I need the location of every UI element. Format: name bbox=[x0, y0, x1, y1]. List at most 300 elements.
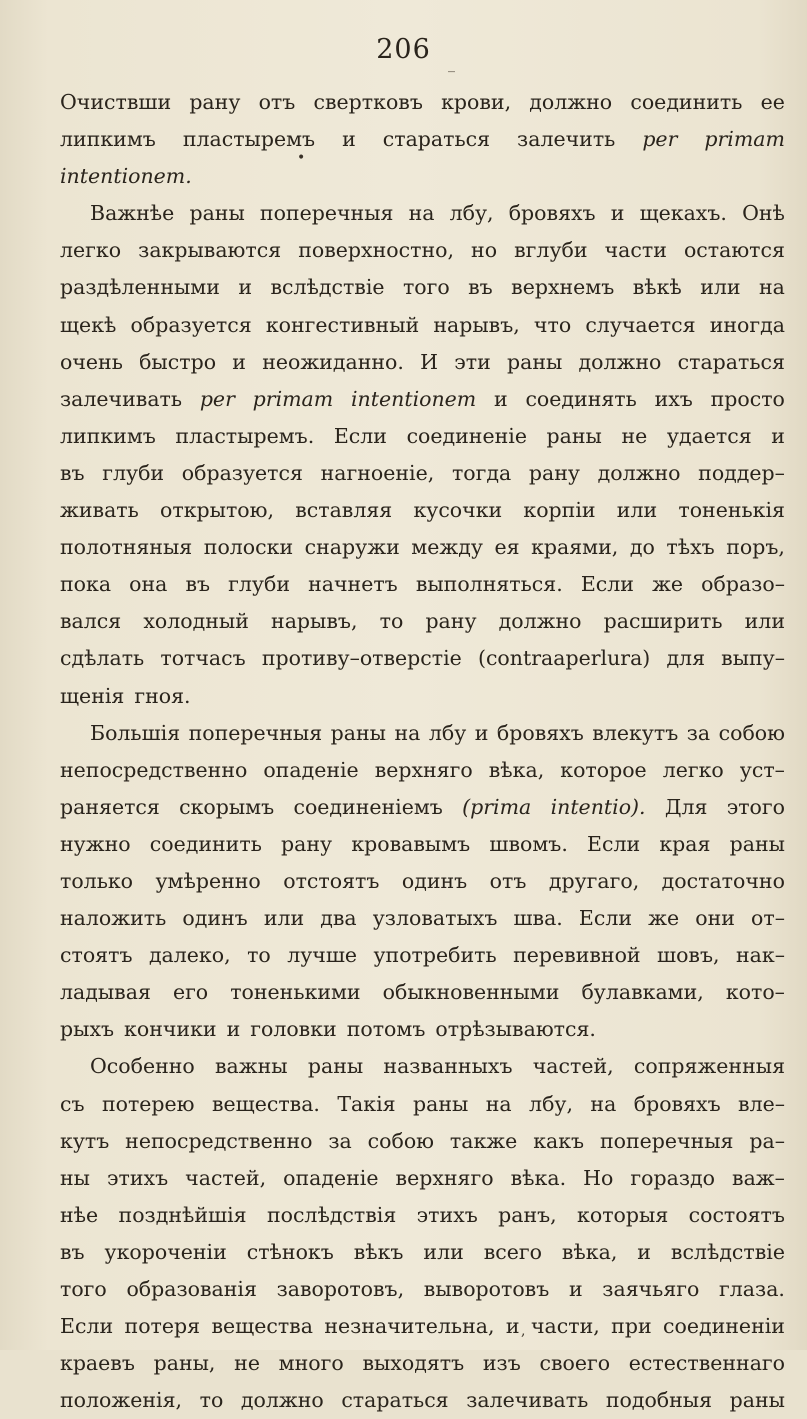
word: наложить bbox=[60, 906, 167, 931]
word: позднѣйшія bbox=[118, 1202, 247, 1227]
word: она bbox=[129, 572, 168, 597]
word: ея bbox=[494, 535, 520, 560]
word: и bbox=[494, 386, 508, 411]
word: одинъ bbox=[182, 906, 248, 931]
word: раны bbox=[729, 831, 785, 856]
word: и bbox=[474, 720, 489, 745]
word: залечивать bbox=[60, 386, 183, 411]
page-number: 206 bbox=[376, 34, 431, 65]
word: на bbox=[408, 201, 435, 226]
word: изъ bbox=[482, 1351, 521, 1376]
text-line bbox=[60, 789, 785, 826]
word: то bbox=[379, 609, 404, 634]
word: шовъ, bbox=[657, 943, 720, 968]
word: соединеніи bbox=[663, 1314, 785, 1339]
word: выходятъ bbox=[362, 1351, 465, 1376]
word: непосредственно bbox=[125, 1128, 313, 1153]
word: на bbox=[394, 720, 421, 745]
word: нужно bbox=[60, 831, 131, 856]
word: тотчасъ bbox=[160, 646, 246, 671]
text-line bbox=[60, 307, 785, 344]
word: заворотовъ, bbox=[276, 1277, 405, 1301]
word: которое bbox=[560, 757, 647, 782]
word: ее bbox=[760, 90, 785, 114]
word: перевивной bbox=[513, 943, 641, 968]
word: нарывъ, bbox=[433, 312, 520, 337]
word: ны bbox=[60, 1165, 90, 1190]
word: и bbox=[342, 127, 356, 152]
word: соединить bbox=[149, 831, 262, 856]
text-line bbox=[60, 1197, 785, 1234]
word: удается bbox=[666, 423, 752, 448]
word: также bbox=[449, 1128, 518, 1153]
word: вѣка. bbox=[510, 1165, 567, 1190]
word: должно bbox=[578, 349, 662, 374]
word: этихъ bbox=[416, 1202, 478, 1227]
text-line bbox=[60, 1123, 785, 1160]
word: заячьяго bbox=[602, 1277, 700, 1301]
word: иногда bbox=[709, 312, 785, 337]
word: пластыремъ. bbox=[175, 423, 315, 448]
word: части bbox=[604, 238, 667, 263]
word: далеко, bbox=[148, 943, 231, 968]
word: intentio). bbox=[550, 794, 646, 819]
word: скорымъ bbox=[179, 794, 275, 819]
word: образуется bbox=[181, 460, 303, 485]
word: съ bbox=[60, 1091, 85, 1116]
word: тоненькими bbox=[230, 980, 361, 1005]
word: рану bbox=[189, 90, 241, 114]
word: должно bbox=[498, 609, 582, 634]
word: ихъ bbox=[654, 386, 693, 411]
word: должно bbox=[597, 460, 681, 485]
word: кровавымъ bbox=[351, 831, 471, 856]
word: отъ bbox=[489, 868, 527, 893]
word: тогда bbox=[451, 460, 512, 485]
text-line bbox=[60, 1308, 785, 1345]
word: вѣкѣ bbox=[632, 275, 682, 300]
word: И bbox=[420, 349, 439, 374]
word: закрываются bbox=[138, 238, 282, 263]
text-line bbox=[60, 1234, 785, 1271]
word: раны bbox=[330, 720, 386, 745]
word: липкимъ bbox=[60, 423, 156, 448]
word: вещества bbox=[211, 1314, 313, 1339]
word: Важнѣе bbox=[90, 201, 175, 226]
word: незначительна, bbox=[324, 1314, 495, 1339]
word: Если bbox=[60, 1314, 114, 1339]
word: открытою, bbox=[160, 498, 274, 523]
word: щекахъ. bbox=[639, 201, 727, 226]
word: образо– bbox=[701, 572, 785, 597]
word: для bbox=[666, 646, 706, 671]
word: и bbox=[226, 1017, 241, 1042]
word: же bbox=[648, 906, 680, 931]
printing-mark: • bbox=[297, 150, 306, 166]
word: достаточно bbox=[661, 868, 785, 893]
word: случается bbox=[585, 312, 696, 337]
word: какъ bbox=[533, 1128, 585, 1153]
word: въ bbox=[60, 460, 85, 485]
text-line bbox=[60, 195, 785, 232]
word: стараться bbox=[677, 349, 785, 374]
word: intentionem. bbox=[60, 164, 192, 189]
word: поддер– bbox=[698, 460, 785, 485]
text-line bbox=[60, 1345, 785, 1382]
word: снаружи bbox=[304, 535, 400, 560]
word: primam bbox=[704, 127, 785, 152]
text-line bbox=[60, 974, 785, 1011]
word: отрѣзываются. bbox=[435, 1017, 596, 1042]
word: кусочки bbox=[413, 498, 503, 523]
word: очень bbox=[60, 349, 123, 374]
word: per bbox=[642, 127, 678, 152]
word: per bbox=[199, 386, 235, 411]
word: (contraaperlura) bbox=[477, 646, 651, 671]
text-line bbox=[60, 1086, 785, 1123]
word: раны bbox=[729, 1388, 785, 1413]
word: холодный bbox=[143, 609, 249, 634]
word: въ bbox=[468, 275, 493, 300]
word: кончики bbox=[124, 1017, 217, 1042]
word: соединеніемъ bbox=[293, 794, 443, 819]
word: тѣхъ bbox=[666, 535, 715, 560]
word: частей, bbox=[532, 1054, 614, 1079]
word: primam bbox=[252, 386, 334, 411]
word: непосредственно bbox=[60, 757, 248, 782]
word: на bbox=[759, 275, 785, 300]
word: поперечныя bbox=[599, 1128, 734, 1153]
word: лучше bbox=[287, 943, 358, 968]
word: важ– bbox=[732, 1165, 785, 1190]
word: на bbox=[590, 1091, 617, 1116]
word: крови, bbox=[441, 90, 512, 114]
word: отстоятъ bbox=[283, 868, 380, 893]
word: Если bbox=[578, 906, 633, 931]
word: вставляя bbox=[295, 498, 393, 523]
word: пока bbox=[60, 572, 112, 597]
word: раны bbox=[546, 423, 602, 448]
word: просто bbox=[710, 386, 785, 411]
word: глуби bbox=[228, 572, 290, 597]
word: поръ, bbox=[726, 535, 785, 560]
word: ра– bbox=[749, 1128, 785, 1153]
word: раны bbox=[506, 349, 563, 374]
word: и bbox=[568, 1277, 583, 1301]
word: частей, bbox=[185, 1165, 267, 1190]
printing-mark: , bbox=[521, 1323, 526, 1339]
word: гноя. bbox=[134, 683, 191, 708]
word: влекутъ bbox=[592, 720, 679, 745]
word: (prima bbox=[462, 794, 532, 819]
text-line bbox=[60, 158, 785, 195]
word: Если bbox=[587, 831, 641, 856]
word: нѣе bbox=[60, 1202, 99, 1227]
word: противу–отверстіе bbox=[261, 646, 462, 671]
word: расширить bbox=[603, 609, 723, 634]
word: образованія bbox=[126, 1277, 257, 1301]
word: много bbox=[278, 1351, 344, 1376]
word: собою bbox=[718, 720, 785, 745]
word: щенія bbox=[60, 683, 125, 708]
word: тоненькія bbox=[678, 498, 785, 523]
word: легко bbox=[662, 757, 724, 782]
word: того bbox=[60, 1277, 107, 1301]
word: только bbox=[60, 868, 134, 893]
text-line bbox=[60, 937, 785, 974]
text-line bbox=[60, 381, 785, 418]
word: подобныя bbox=[605, 1388, 713, 1413]
word: выворотовъ bbox=[423, 1277, 550, 1301]
word: при bbox=[611, 1314, 652, 1339]
word: стараться bbox=[382, 127, 491, 152]
word: опаденіе bbox=[283, 1165, 379, 1190]
text-line bbox=[60, 678, 785, 715]
word: гораздо bbox=[630, 1165, 715, 1190]
word: соединеніе bbox=[406, 423, 527, 448]
word: или bbox=[423, 1239, 464, 1264]
word: потеря bbox=[124, 1314, 201, 1339]
word: и bbox=[637, 1239, 651, 1264]
word: лбу, bbox=[529, 1091, 573, 1116]
word: между bbox=[411, 535, 483, 560]
word: верхняго bbox=[374, 757, 473, 782]
word: или bbox=[263, 906, 305, 931]
word: соединить bbox=[630, 90, 743, 114]
word: вле– bbox=[738, 1091, 785, 1116]
word: всего bbox=[483, 1239, 542, 1264]
text-line bbox=[60, 1160, 785, 1197]
word: отъ bbox=[258, 90, 296, 114]
word: этихъ bbox=[107, 1165, 169, 1190]
word: образуется bbox=[130, 312, 252, 337]
word: эти bbox=[454, 349, 491, 374]
word: раняется bbox=[60, 794, 160, 819]
word: полотняныя bbox=[60, 535, 193, 560]
word: Если bbox=[580, 572, 634, 597]
word: же bbox=[652, 572, 684, 597]
word: поперечныя bbox=[188, 720, 323, 745]
word: и bbox=[238, 275, 253, 300]
word: и bbox=[505, 1314, 520, 1339]
text-line bbox=[60, 344, 785, 381]
word: узловатыхъ bbox=[372, 906, 498, 931]
word: вѣка, bbox=[488, 757, 545, 782]
word: должно bbox=[240, 1388, 324, 1413]
word: за bbox=[328, 1128, 352, 1153]
word: нак– bbox=[736, 943, 785, 968]
word: лбу, bbox=[449, 201, 494, 226]
word: раздѣленными bbox=[60, 275, 220, 300]
word: глаза. bbox=[719, 1277, 785, 1301]
word: Большія bbox=[90, 720, 181, 745]
word: вался bbox=[60, 609, 122, 634]
word: рыхъ bbox=[60, 1017, 115, 1042]
word: умѣренно bbox=[155, 868, 261, 893]
word: что bbox=[533, 312, 572, 337]
word: конгестивный bbox=[265, 312, 420, 337]
body-text bbox=[60, 84, 785, 1419]
word: раны, bbox=[153, 1351, 216, 1376]
word: бровяхъ bbox=[508, 201, 596, 226]
word: Для bbox=[664, 794, 708, 819]
word: остаются bbox=[683, 238, 785, 263]
word: положенія, bbox=[60, 1388, 183, 1413]
word: головки bbox=[250, 1017, 337, 1042]
word: послѣдствія bbox=[266, 1202, 397, 1227]
word: раны bbox=[412, 1091, 469, 1116]
word: обыкновенными bbox=[382, 980, 560, 1005]
word: поперечныя bbox=[259, 201, 394, 226]
word: вещества. bbox=[211, 1091, 320, 1116]
printing-mark: ‾ bbox=[448, 70, 455, 86]
word: краями, bbox=[531, 535, 619, 560]
word: швомъ. bbox=[489, 831, 568, 856]
word: свертковъ bbox=[313, 90, 423, 114]
word: то bbox=[199, 1388, 224, 1413]
word: Особенно bbox=[90, 1054, 195, 1079]
word: должно bbox=[529, 90, 613, 114]
word: щекѣ bbox=[60, 312, 117, 337]
word: рану bbox=[281, 831, 333, 856]
word: бровяхъ bbox=[633, 1091, 721, 1116]
word: этого bbox=[726, 794, 785, 819]
word: части, bbox=[530, 1314, 600, 1339]
word: вглуби bbox=[514, 238, 588, 263]
word: краевъ bbox=[60, 1351, 135, 1376]
word: залечить bbox=[517, 127, 616, 152]
text-line bbox=[60, 418, 785, 455]
word: состоятъ bbox=[688, 1202, 785, 1227]
word: другаго, bbox=[548, 868, 640, 893]
text-line bbox=[60, 603, 785, 640]
word: залечивать bbox=[466, 1388, 589, 1413]
word: шва. bbox=[513, 906, 563, 931]
word: того bbox=[402, 275, 450, 300]
word: или bbox=[700, 275, 741, 300]
word: его bbox=[172, 980, 209, 1005]
text-line bbox=[60, 640, 785, 677]
text-line bbox=[60, 1048, 785, 1085]
word: края bbox=[659, 831, 711, 856]
text-line bbox=[60, 900, 785, 937]
word: Если bbox=[333, 423, 387, 448]
word: которыя bbox=[577, 1202, 669, 1227]
word: и bbox=[771, 423, 785, 448]
word: въ bbox=[185, 572, 211, 597]
word: нагноеніе, bbox=[320, 460, 435, 485]
word: липкимъ bbox=[60, 127, 156, 152]
word: раны bbox=[307, 1054, 364, 1079]
word: корпіи bbox=[523, 498, 596, 523]
word: выполняться. bbox=[415, 572, 563, 597]
text-line bbox=[60, 455, 785, 492]
text-line bbox=[60, 492, 785, 529]
word: Но bbox=[583, 1165, 614, 1190]
text-line bbox=[60, 84, 785, 121]
word: кото– bbox=[725, 980, 785, 1005]
word: рану bbox=[528, 460, 580, 485]
word: стѣнокъ bbox=[246, 1239, 334, 1264]
word: они bbox=[695, 906, 735, 931]
word: выпу– bbox=[721, 646, 785, 671]
text-line bbox=[60, 715, 785, 752]
word: пластыремъ bbox=[182, 127, 316, 152]
word: или bbox=[744, 609, 785, 634]
word: до bbox=[629, 535, 655, 560]
word: естественнаго bbox=[628, 1351, 785, 1376]
word: Очиствши bbox=[60, 90, 172, 114]
word: важны bbox=[215, 1054, 288, 1079]
word: вслѣдствіе bbox=[670, 1239, 785, 1264]
word: вѣка, bbox=[561, 1239, 618, 1264]
word: вслѣдствіе bbox=[270, 275, 385, 300]
word: глуби bbox=[102, 460, 165, 485]
text-line bbox=[60, 826, 785, 863]
word: верхнемъ bbox=[511, 275, 615, 300]
word: intentionem bbox=[351, 386, 477, 411]
text-line bbox=[60, 1382, 785, 1419]
word: въ bbox=[60, 1239, 85, 1264]
text-line bbox=[60, 121, 785, 158]
word: стоятъ bbox=[60, 943, 133, 968]
word: нарывъ, bbox=[271, 609, 358, 634]
word: на bbox=[485, 1091, 512, 1116]
word: ладывая bbox=[60, 980, 151, 1005]
word: употребить bbox=[373, 943, 497, 968]
word: два bbox=[320, 906, 357, 931]
word: не bbox=[234, 1351, 260, 1376]
word: поверхностно, bbox=[298, 238, 454, 263]
text-line bbox=[60, 566, 785, 603]
text-line bbox=[60, 752, 785, 789]
word: от– bbox=[751, 906, 785, 931]
word: рану bbox=[425, 609, 477, 634]
word: потерею bbox=[101, 1091, 195, 1116]
text-line bbox=[60, 232, 785, 269]
word: сдѣлать bbox=[60, 646, 145, 671]
word: ранъ, bbox=[498, 1202, 557, 1227]
word: сопряженныя bbox=[633, 1054, 785, 1079]
word: Онѣ bbox=[742, 201, 785, 226]
word: быстро bbox=[139, 349, 217, 374]
word: одинъ bbox=[401, 868, 468, 893]
word: но bbox=[471, 238, 498, 263]
word: собою bbox=[367, 1128, 435, 1153]
word: полоски bbox=[203, 535, 294, 560]
word: начнетъ bbox=[308, 572, 398, 597]
word: не bbox=[621, 423, 648, 448]
word: раны bbox=[189, 201, 245, 226]
word: кутъ bbox=[60, 1128, 110, 1153]
text-line bbox=[60, 863, 785, 900]
word: вѣкъ bbox=[353, 1239, 404, 1264]
word: Такія bbox=[337, 1091, 396, 1116]
text-line bbox=[60, 269, 785, 306]
word: своего bbox=[539, 1351, 611, 1376]
word: и bbox=[232, 349, 246, 374]
word: соединять bbox=[525, 386, 637, 411]
word: лбу bbox=[428, 720, 467, 745]
word: укороченіи bbox=[104, 1239, 227, 1264]
word: потомъ bbox=[346, 1017, 426, 1042]
word: названныхъ bbox=[383, 1054, 513, 1079]
word: или bbox=[616, 498, 658, 523]
word: бровяхъ bbox=[496, 720, 584, 745]
word: за bbox=[686, 720, 711, 745]
word: неожиданно. bbox=[262, 349, 404, 374]
text-line bbox=[60, 1011, 785, 1048]
